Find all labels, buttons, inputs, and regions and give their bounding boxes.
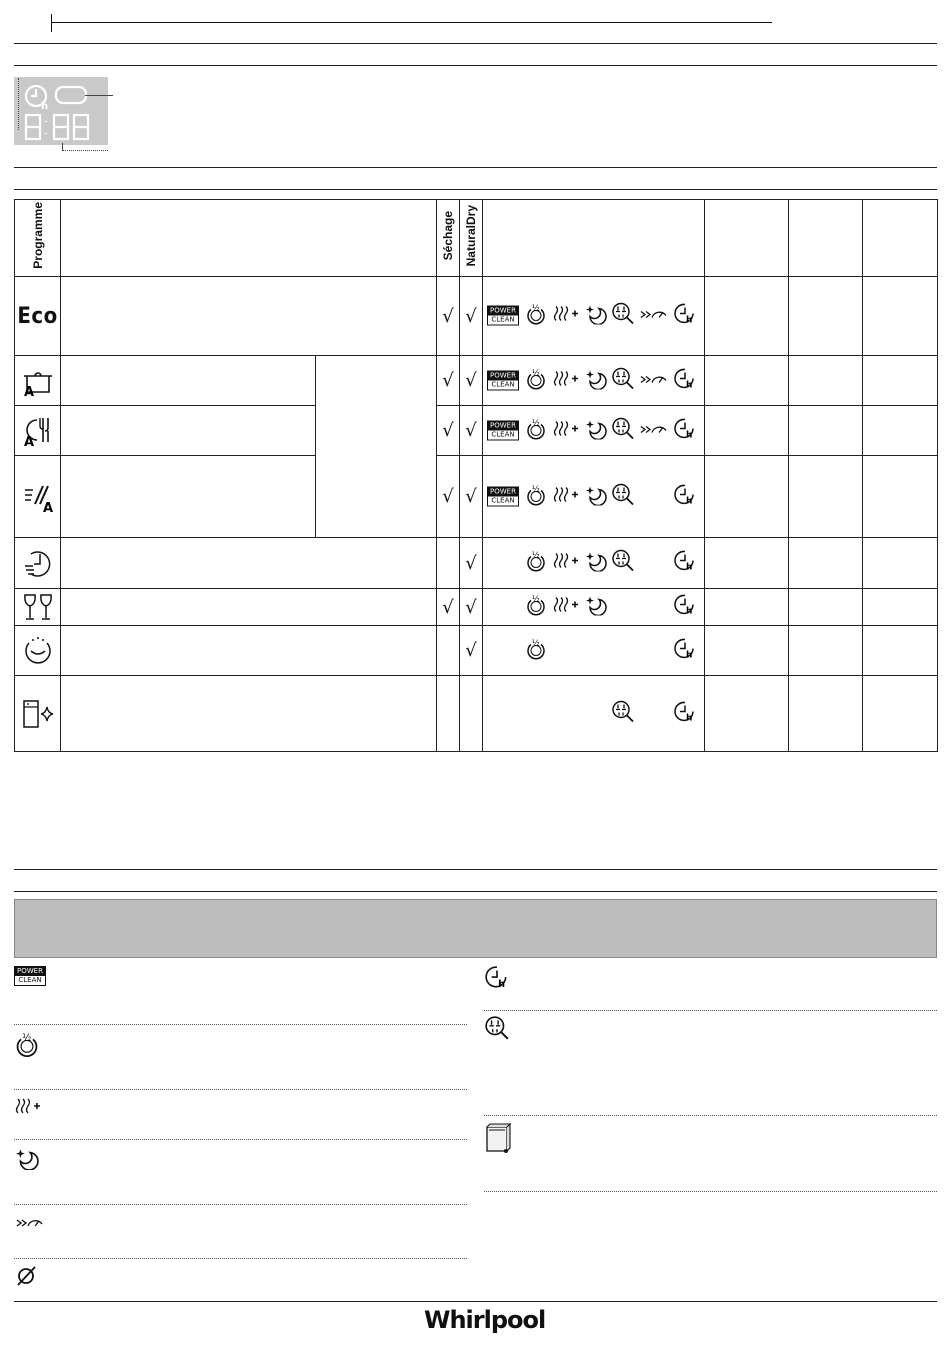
naturaldry-check: √: [460, 356, 483, 406]
svg-text:h: h: [686, 380, 693, 390]
legend-divider: [484, 1115, 937, 1116]
options-cell: [483, 456, 705, 538]
svg-text:h: h: [498, 978, 506, 990]
svg-text:h: h: [41, 101, 49, 112]
half-load-icon: [525, 594, 547, 621]
table-row: [15, 456, 938, 538]
delay-start-icon: [673, 302, 697, 331]
table-row: [15, 589, 938, 626]
options-cell: [483, 676, 705, 752]
legend-sensor-check-icon: [484, 1015, 510, 1046]
intensive-pot-icon: [15, 356, 61, 406]
table-row: [15, 277, 938, 356]
control-panel-display: [14, 77, 108, 145]
svg-text:h: h: [686, 315, 693, 326]
options-cell: [483, 406, 705, 456]
prewash-icon: [15, 626, 61, 676]
table-row: [15, 406, 938, 456]
svg-text:A: A: [23, 384, 34, 398]
svg-text:½: ½: [532, 594, 540, 604]
half-load-icon: [525, 417, 547, 444]
naturaldry-check: √: [460, 456, 483, 538]
extra-dry-icon: [553, 551, 579, 576]
night-sanitize-icon: [585, 550, 607, 577]
callout-line-1: [18, 78, 20, 130]
legend-fast-speed-icon: [14, 1214, 44, 1235]
half-load-icon: [525, 367, 547, 394]
svg-text:½: ½: [532, 418, 540, 427]
svg-text:h: h: [686, 430, 693, 440]
naturaldry-check: √: [460, 626, 483, 676]
sensor-check-icon: [611, 482, 635, 511]
power-clean-icon: POWER CLEAN: [487, 420, 519, 440]
delay-start-icon: [673, 366, 697, 395]
auto-fast-icon: [15, 456, 61, 538]
extra-dry-icon: [553, 418, 579, 443]
legend-half-load-icon: [14, 1031, 40, 1062]
half-load-icon: [525, 637, 547, 664]
glass-care-icon: [15, 589, 61, 626]
svg-text:½: ½: [532, 638, 540, 647]
extra-dry-icon: [553, 595, 579, 620]
svg-text:h: h: [686, 496, 693, 506]
whirlpool-logo: Whirlpool: [424, 1306, 546, 1334]
svg-text:½: ½: [22, 1032, 32, 1044]
display-segments-icon: [14, 77, 108, 145]
legend-extra-dry-icon: [14, 1096, 42, 1121]
delay-start-icon: [673, 482, 697, 511]
svg-text:h: h: [686, 562, 693, 573]
auto-normal-icon: [15, 406, 61, 456]
fast-speed-icon: [639, 420, 667, 441]
section-rule-1: [14, 43, 937, 44]
fast-speed-icon: [639, 306, 667, 327]
legend-delay-start-icon: [484, 964, 510, 995]
options-cell: [483, 589, 705, 626]
legend-divider: [14, 1139, 467, 1140]
sensor-check-icon: [611, 302, 635, 331]
night-sanitize-icon: [585, 417, 607, 444]
night-sanitize-icon: [585, 367, 607, 394]
half-load-icon: [525, 483, 547, 510]
options-cell: [483, 277, 705, 356]
fast-speed-icon: [639, 370, 667, 391]
callout-line-4: [62, 150, 108, 152]
half-load-icon: [525, 550, 547, 577]
options-cell: [483, 626, 705, 676]
header-tick: [51, 14, 52, 32]
legend-divider: [14, 1258, 467, 1259]
svg-text:½: ½: [532, 303, 540, 313]
table-row: [15, 538, 938, 589]
power-clean-icon: POWER CLEAN: [487, 486, 519, 506]
programme-table: [14, 199, 938, 752]
delay-start-icon: [673, 593, 697, 622]
svg-text:A: A: [42, 500, 53, 514]
naturaldry-check: √: [460, 538, 483, 589]
naturaldry-check: √: [460, 406, 483, 456]
legend-power-clean-icon: POWER CLEAN: [14, 966, 46, 987]
section-rule-2: [14, 65, 937, 66]
legend-divider: [14, 1089, 467, 1090]
sechage-check: √: [437, 456, 460, 538]
callout-line-2: [85, 95, 113, 96]
svg-text:½: ½: [532, 368, 540, 377]
svg-text:½: ½: [532, 550, 540, 560]
section-rule-6: [14, 891, 937, 892]
quick-wash-icon: [15, 538, 61, 589]
options-header-bar: [14, 899, 937, 958]
night-sanitize-icon: [585, 594, 607, 621]
svg-text:½: ½: [532, 484, 540, 493]
sechage-check: √: [437, 406, 460, 456]
naturaldry-check: √: [460, 589, 483, 626]
self-clean-icon: [15, 676, 61, 752]
sechage-check: √: [437, 277, 460, 356]
svg-text:h: h: [686, 713, 693, 723]
sechage-check: √: [437, 589, 460, 626]
sensor-check-icon: [611, 416, 635, 445]
legend-divider: [484, 1191, 937, 1192]
options-cell: [483, 356, 705, 406]
table-row: [15, 676, 938, 752]
section-rule-4: [14, 189, 937, 190]
sensor-check-icon: [611, 699, 635, 728]
delay-start-icon: [673, 699, 697, 728]
delay-start-icon: [673, 636, 697, 665]
half-load-icon: [525, 303, 547, 330]
table-header-row: [15, 200, 938, 277]
header-naturaldry: NaturalDry: [464, 204, 478, 267]
header-sechage: Séchage: [441, 210, 455, 261]
extra-dry-icon: [553, 484, 579, 509]
power-clean-icon: POWER CLEAN: [487, 370, 519, 390]
header-rule: [51, 22, 772, 23]
header-programme: Programme: [30, 202, 45, 269]
legend-night-sanitize-icon: [14, 1146, 40, 1175]
sechage-check: √: [437, 356, 460, 406]
table-row: [15, 626, 938, 676]
legend-divider: [14, 1204, 467, 1205]
sensor-check-icon: [611, 366, 635, 395]
section-rule-5: [14, 869, 937, 870]
legend-divider: [14, 1024, 467, 1025]
power-clean-icon: POWER CLEAN: [487, 306, 519, 326]
options-cell: [483, 538, 705, 589]
table-row: [15, 356, 938, 406]
night-sanitize-icon: [585, 483, 607, 510]
section-rule-3: [14, 167, 937, 168]
eco-programme-label: Eco: [15, 277, 61, 356]
svg-text:h: h: [686, 606, 693, 617]
legend-not-available-icon: [14, 1264, 38, 1293]
footer-rule: [14, 1301, 937, 1302]
naturaldry-check: √: [460, 277, 483, 356]
legend-divider: [484, 1010, 937, 1011]
sensor-check-icon: [611, 549, 635, 578]
extra-dry-icon: [553, 368, 579, 393]
delay-start-icon: [673, 416, 697, 445]
svg-text:h: h: [686, 650, 693, 660]
legend-dishwasher-icon: [484, 1121, 512, 1160]
extra-dry-icon: [553, 304, 579, 329]
delay-start-icon: [673, 549, 697, 578]
night-sanitize-icon: [585, 303, 607, 330]
svg-text:A: A: [23, 434, 34, 448]
